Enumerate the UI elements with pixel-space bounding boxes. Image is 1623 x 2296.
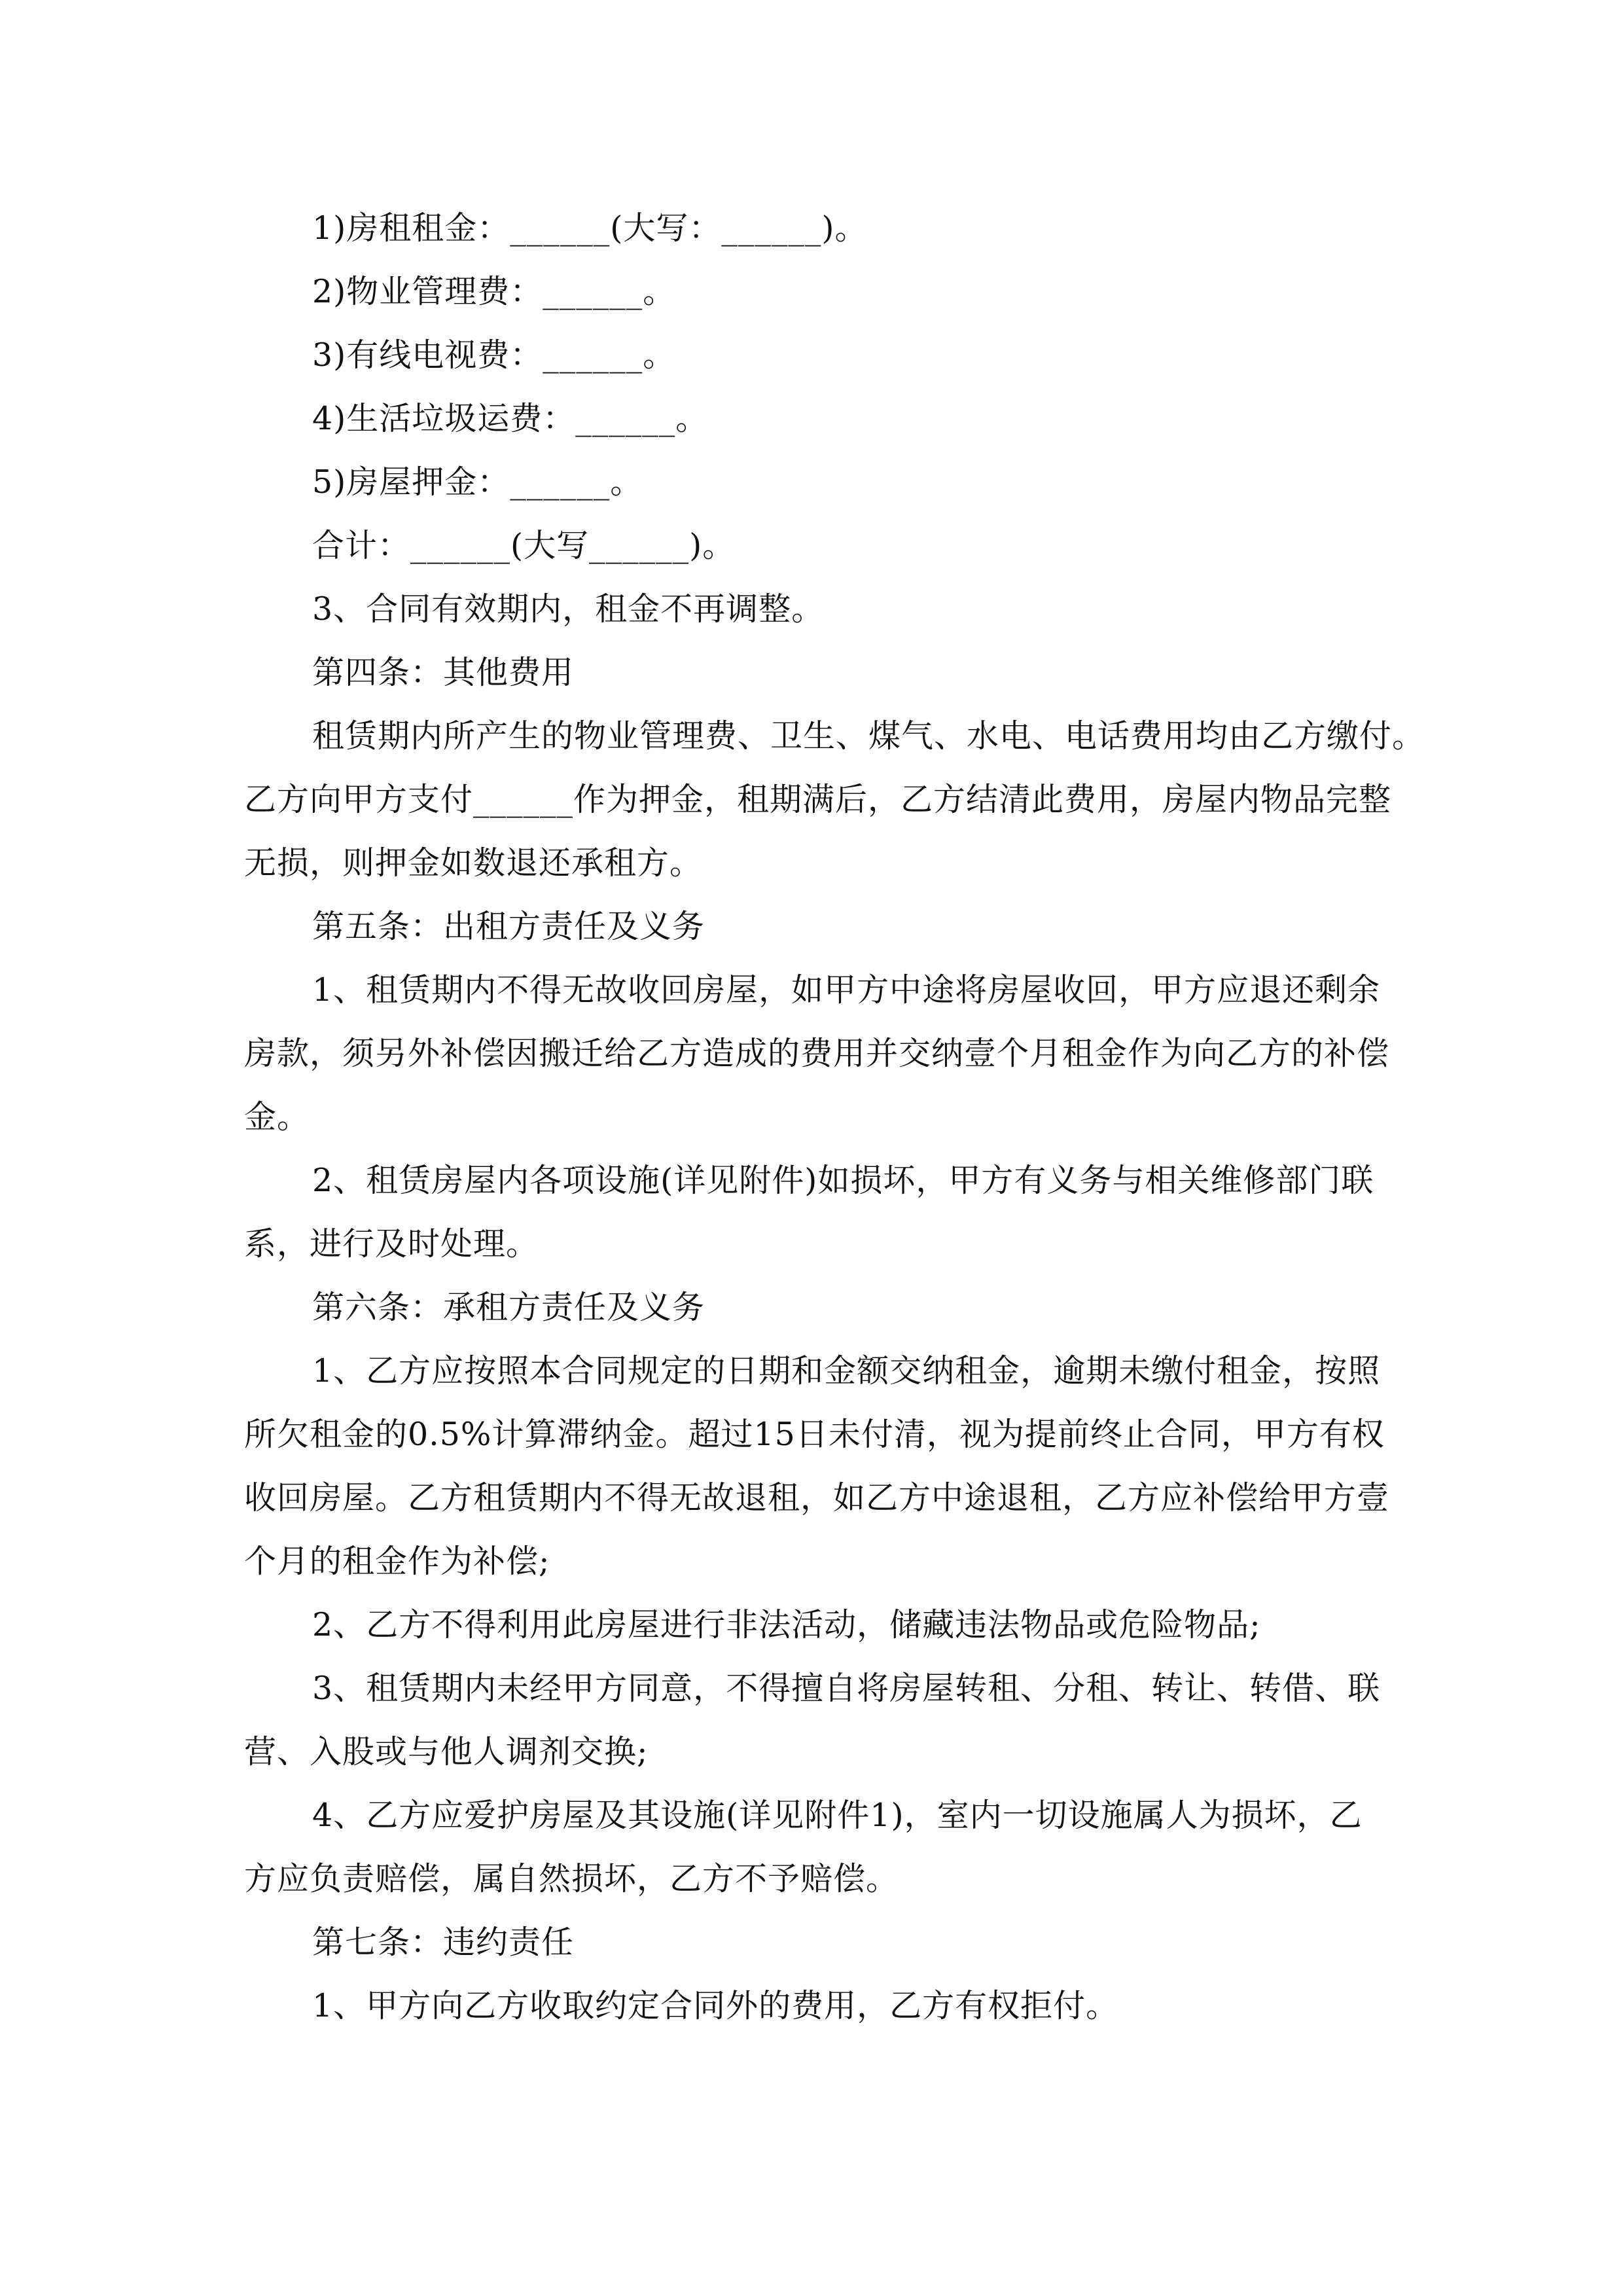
text-line: 2)物业管理费：______。 [312,273,676,310]
text-line: 方应负责赔偿，属自然损坏，乙方不予赔偿。 [244,1860,899,1897]
text-line: 1)房租租金：______(大写：______)。 [312,209,868,247]
text-line: 金。 [244,1098,310,1136]
text-line: 营、入股或与他人调剂交换; [244,1733,649,1770]
text-line: 个月的租金作为补偿; [244,1543,550,1580]
text-line: 3、合同有效期内，租金不再调整。 [312,590,825,628]
document-body [244,196,1425,2037]
text-line: 合计：______(大写______)。 [312,527,736,564]
text-line: 所欠租金的0.5%计算滞纳金。超过15日未付清，视为提前终止合同，甲方有权 [244,1416,1385,1453]
text-line: 4)生活垃圾运费：______。 [312,400,709,437]
text-line: 1、租赁期内不得无故收回房屋，如甲方中途将房屋收回，甲方应退还剩余 [312,971,1381,1009]
section-heading: 第四条：其他费用 [312,654,575,691]
section-heading: 第五条：出租方责任及义务 [312,908,705,945]
text-line: 2、乙方不得利用此房屋进行非法活动，储藏违法物品或危险物品; [312,1606,1261,1643]
text-line: 3、租赁期内未经甲方同意，不得擅自将房屋转租、分租、转让、转借、联 [312,1670,1381,1707]
text-line: 系，进行及时处理。 [244,1225,539,1263]
section-heading: 第六条：承租方责任及义务 [312,1289,705,1326]
text-line: 3)有线电视费：______。 [312,336,676,374]
text-line: 1、甲方向乙方收取约定合同外的费用，乙方有权拒付。 [312,1987,1119,2024]
section-heading: 第七条：违约责任 [312,1924,575,1961]
text-line: 1、乙方应按照本合同规定的日期和金额交纳租金，逾期未缴付租金，按照 [312,1352,1381,1390]
text-line: 乙方向甲方支付______作为押金，租期满后，乙方结清此费用，房屋内物品完整 [244,781,1392,818]
text-line: 收回房屋。乙方租赁期内不得无故退租，如乙方中途退租，乙方应补偿给甲方壹 [244,1479,1390,1516]
text-line: 2、租赁房屋内各项设施(详见附件)如损坏，甲方有义务与相关维修部门联 [312,1162,1374,1199]
text-line: 租赁期内所产生的物业管理费、卫生、煤气、水电、电话费用均由乙方缴付。 [312,717,1425,755]
text-line: 4、乙方应爱护房屋及其设施(详见附件1)，室内一切设施属人为损坏，乙 [312,1797,1363,1834]
text-line: 无损，则押金如数退还承租方。 [244,844,703,882]
text-line: 房款，须另外补偿因搬迁给乙方造成的费用并交纳壹个月租金作为向乙方的补偿 [244,1035,1390,1072]
text-line: 5)房屋押金：______。 [312,463,643,501]
